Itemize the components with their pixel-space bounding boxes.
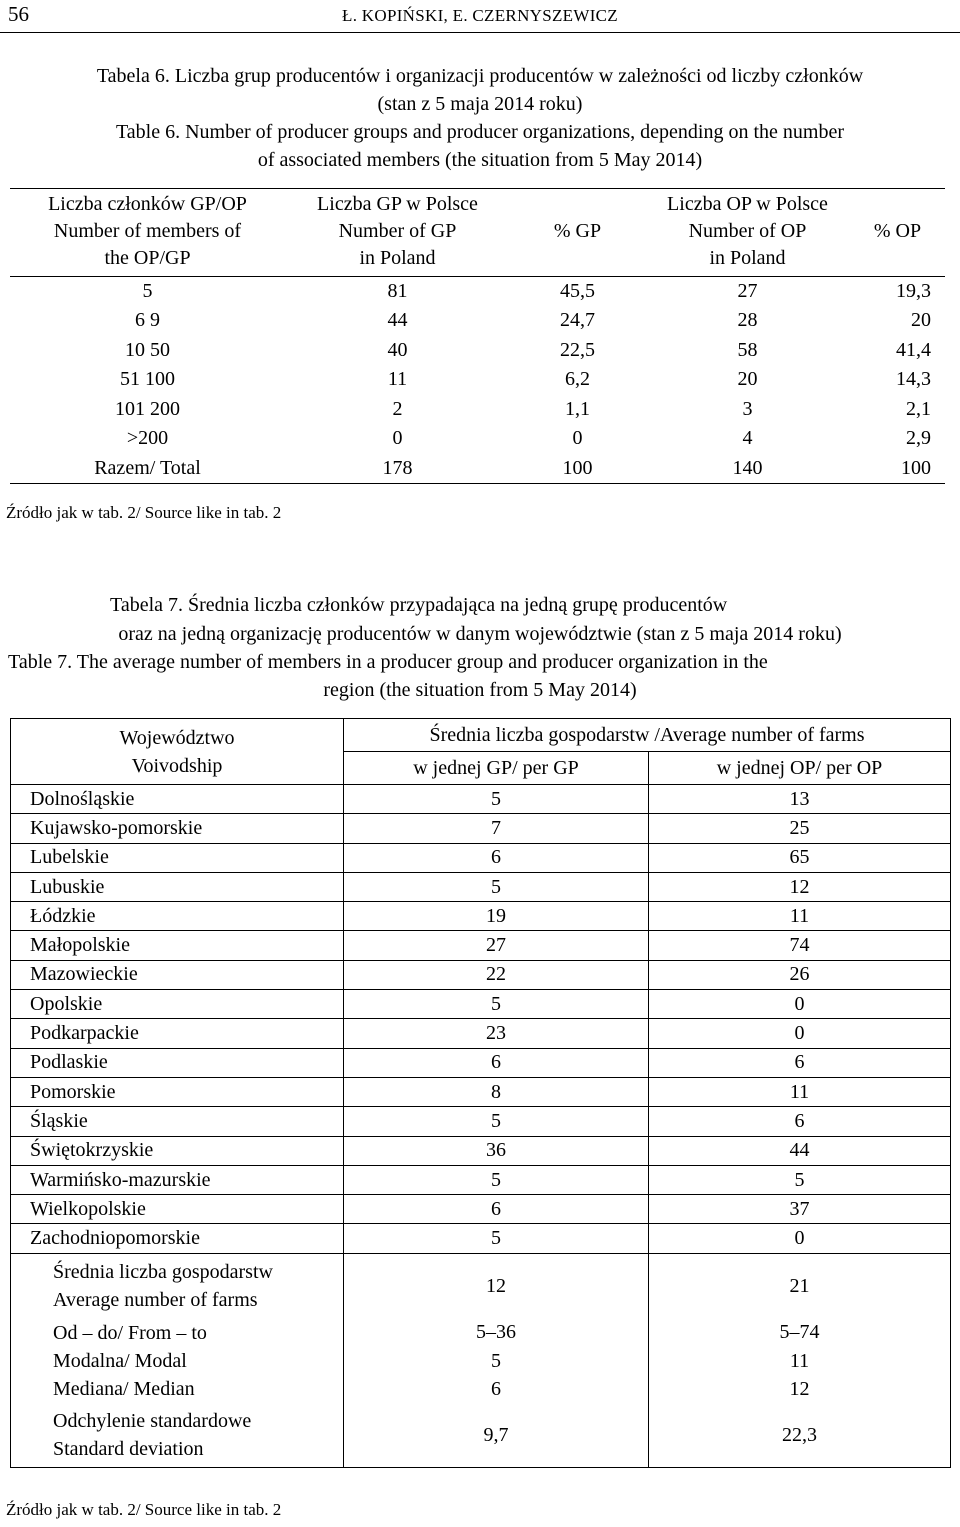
table-row: 101 200 2 1,1 3 2,1 <box>115 397 931 420</box>
table6-caption-pl-2: (stan z 5 maja 2014 roku) <box>377 93 583 115</box>
header-voivodship: Województwo Voivodship <box>11 719 344 785</box>
table-row: Wielkopolskie 6 37 <box>11 1195 951 1224</box>
stats-row-mode: Modalna/ Modal 5 11 <box>11 1347 951 1375</box>
header-gp-count: Liczba GP w Polsce Number of GP in Poland <box>317 193 478 270</box>
table-row: Podkarpackie 23 0 <box>11 1019 951 1048</box>
table-row: Mazowieckie 22 26 <box>11 960 951 989</box>
table6-source: Źródło jak w tab. 2/ Source like in tab. 2 <box>6 503 282 522</box>
table-row: 5 81 45,5 27 19,3 <box>142 279 931 302</box>
stats-row-median: Mediana/ Median 6 12 <box>11 1375 951 1403</box>
table-row: Kujawsko-pomorskie 7 25 <box>11 814 951 843</box>
stat-label: Od – do/ From – to <box>11 1318 344 1347</box>
table7-caption-pl-1: Tabela 7. Średnia liczba członków przypadająca na jedną grupę producentów <box>110 594 728 616</box>
table6-caption-pl-1: Tabela 6. Liczba grup producentów i organizacji producentów w zależności od liczby członków <box>96 65 864 87</box>
table6 <box>10 188 945 483</box>
running-head <box>0 2 960 33</box>
table-row: Lubelskie 6 65 <box>11 843 951 872</box>
stat-label: Modalna/ Modal <box>11 1347 344 1375</box>
table6-caption-en-1: Table 6. Number of producer groups and producer organizations, depending on the number <box>115 121 845 143</box>
table7-caption-en-2: region (the situation from 5 May 2014) <box>323 679 637 701</box>
table-row: 51 100 11 6,2 20 14,3 <box>120 368 931 391</box>
table7-caption-pl-2: oraz na jedną organizację producentów w danym województwie (stan z 5 maja 2014 roku) <box>118 623 842 645</box>
table-row: Małopolskie 27 74 <box>11 931 951 960</box>
table7-caption-en-1: Table 7. The average number of members in a producer group and producer organization in the <box>8 651 768 673</box>
table7 <box>10 718 951 1468</box>
stat-label: Average number of farms <box>53 1289 258 1311</box>
header-op-pct: % OP <box>873 220 922 243</box>
table-row: 6 9 44 24,7 28 20 <box>135 309 931 332</box>
stat-label: Odchylenie standardowe <box>53 1410 252 1432</box>
header-gp-pct: % GP <box>553 220 602 243</box>
table-row: Dolnośląskie 5 13 <box>11 785 951 814</box>
stats-row-sd: Odchylenie standardowe Standard deviation 9,7 22,3 <box>11 1403 951 1467</box>
table-row: Śląskie 5 6 <box>11 1107 951 1136</box>
table-row: >200 0 0 4 2,9 <box>126 427 931 450</box>
table7-source: Źródło jak w tab. 2/ Source like in tab. 2 <box>6 1500 282 1519</box>
stats-row-range: Od – do/ From – to 5–36 5–74 <box>11 1318 951 1347</box>
header-per-gp: w jednej GP/ per GP <box>344 752 649 785</box>
table6-header-row <box>10 188 945 276</box>
table-row: Podlaskie 6 6 <box>11 1048 951 1077</box>
table-row: Warmińsko-mazurskie 5 5 <box>11 1165 951 1194</box>
table-row: Łódzkie 19 11 <box>11 902 951 931</box>
table-row: 10 50 40 22,5 58 41,4 <box>125 338 931 361</box>
stat-label: Mediana/ Median <box>11 1375 344 1403</box>
page-number: 56 <box>8 2 29 26</box>
table-row-total: Razem/ Total 178 100 140 100 <box>94 456 931 479</box>
stat-label: Standard deviation <box>53 1438 204 1460</box>
table7-header-row-1 <box>11 719 951 752</box>
table-row: Opolskie 5 0 <box>11 990 951 1019</box>
table-row: Świętokrzyskie 36 44 <box>11 1136 951 1165</box>
header-op-count: Liczba OP w Polsce Number of OP in Poland <box>667 193 828 270</box>
stats-row-mean: Średnia liczba gospodarstw Average number of farms 12 21 <box>11 1253 951 1318</box>
table6-caption-en-2: of associated members (the situation from 5 May 2014) <box>257 149 703 171</box>
table-row: Zachodniopomorskie 5 0 <box>11 1224 951 1253</box>
running-head-authors: Ł. KOPIŃSKI, E. CZERNYSZEWICZ <box>342 6 618 25</box>
header-average-farms: Średnia liczba gospodarstw /Average number of farms <box>344 719 951 752</box>
table-row: Pomorskie 8 11 <box>11 1077 951 1106</box>
header-per-op: w jednej OP/ per OP <box>649 752 951 785</box>
stat-label: Średnia liczba gospodarstw <box>53 1261 273 1283</box>
table-row: Lubuskie 5 12 <box>11 872 951 901</box>
header-members: Liczba członków GP/OP Number of members of the OP/GP <box>48 193 247 270</box>
